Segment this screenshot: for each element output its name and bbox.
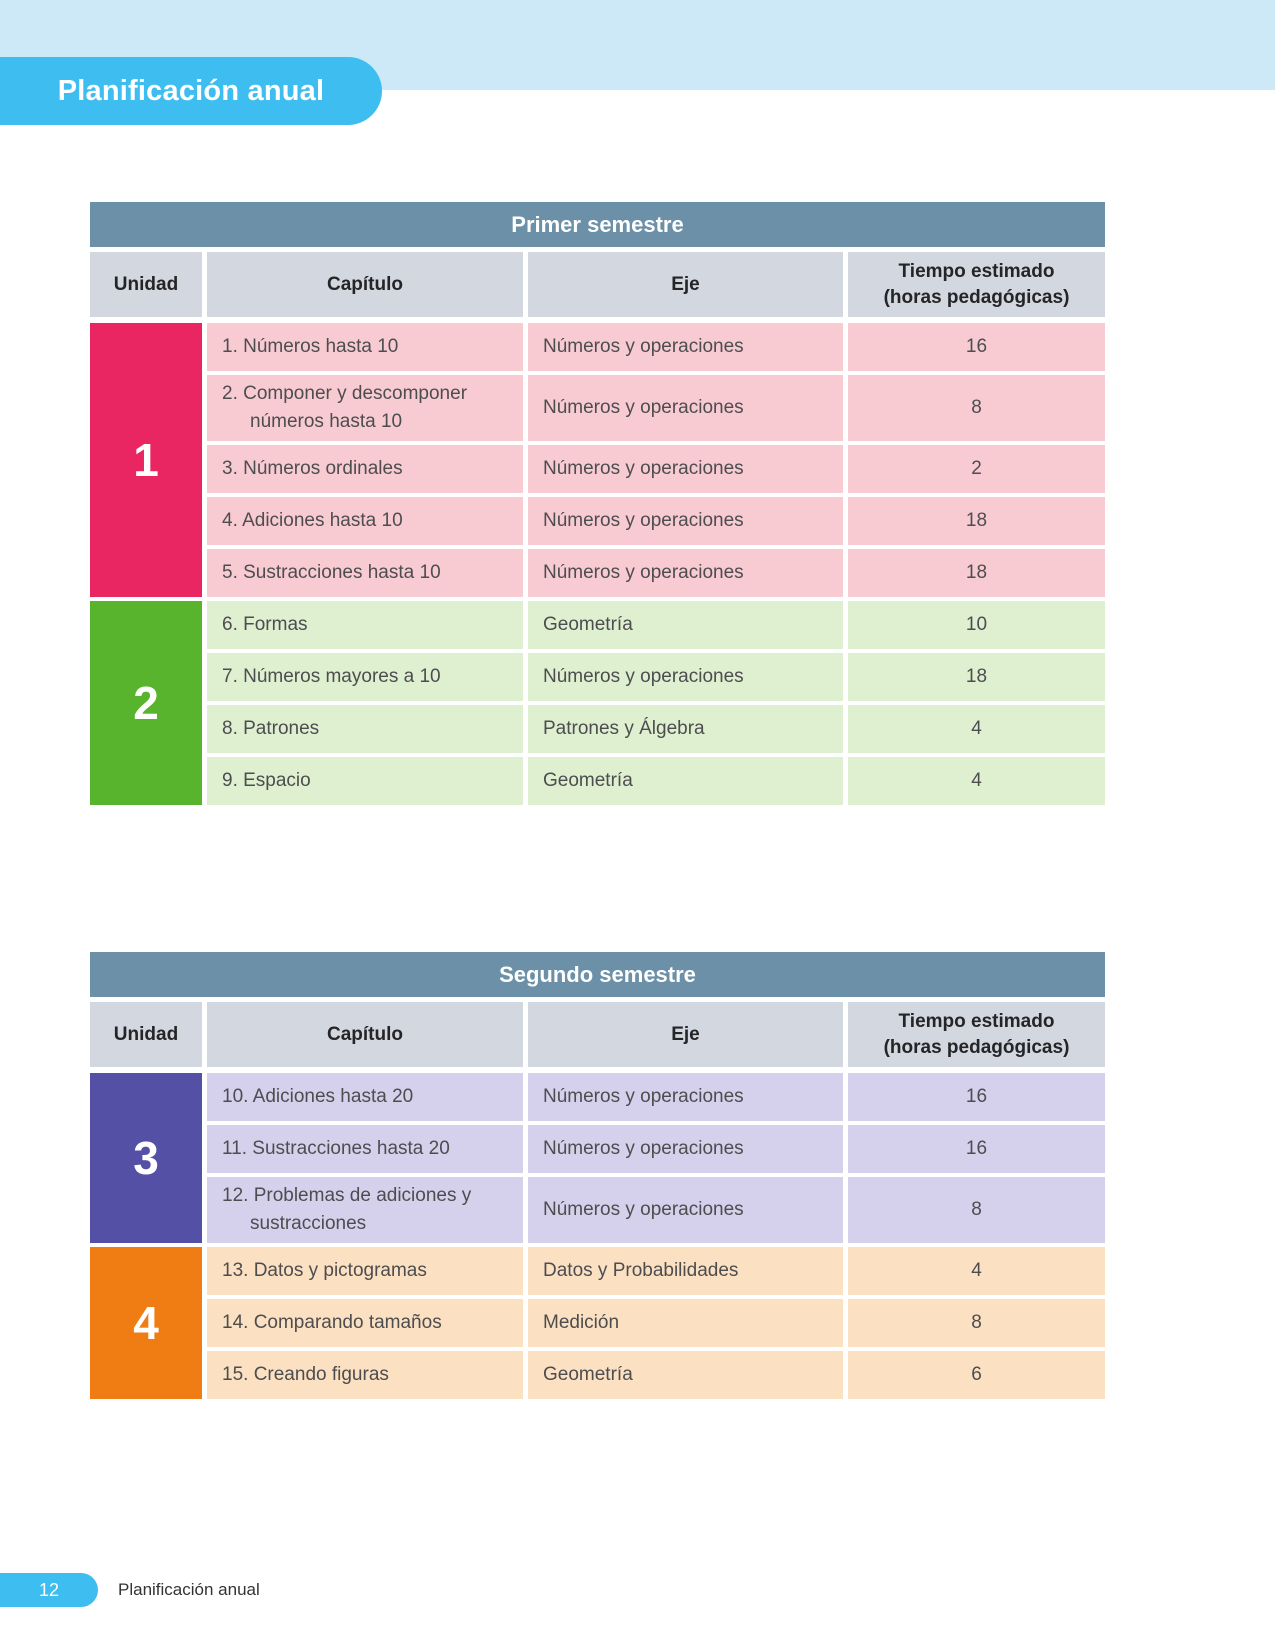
- tiempo-cell: 4: [848, 757, 1105, 805]
- unit-number-badge: 2: [90, 601, 202, 805]
- tiempo-cell: 16: [848, 323, 1105, 371]
- chapter-cell: 11. Sustracciones hasta 20: [207, 1125, 523, 1173]
- table-title: Primer semestre: [511, 211, 684, 237]
- eje-cell: Datos y Probabilidades: [528, 1247, 843, 1295]
- page-title: Planificación anual: [57, 74, 325, 107]
- table-title-bar: [90, 202, 1105, 247]
- column-header-tiempo: Tiempo estimado (horas pedagógicas): [848, 252, 1105, 317]
- tiempo-cell: 10: [848, 601, 1105, 649]
- chapter-cell: 5. Sustracciones hasta 10: [207, 549, 523, 597]
- column-header-tiempo: Tiempo estimado (horas pedagógicas): [848, 1002, 1105, 1067]
- footer-label: Planificación anual: [118, 1580, 260, 1599]
- footer-page-number-pill: [0, 1573, 98, 1607]
- table-row: [207, 705, 1105, 753]
- column-header-unidad: Unidad: [90, 252, 202, 317]
- eje-cell: Números y operaciones: [528, 1177, 843, 1243]
- tiempo-cell: 16: [848, 1125, 1105, 1173]
- chapter-cell: 12. Problemas de adiciones y sustracciones: [207, 1177, 523, 1243]
- column-header-eje: Eje: [528, 252, 843, 317]
- unit-number-badge: 1: [90, 323, 202, 597]
- chapter-cell: 7. Números mayores a 10: [207, 653, 523, 701]
- eje-cell: Geometría: [528, 757, 843, 805]
- column-header-capitulo: Capítulo: [207, 1002, 523, 1067]
- tiempo-cell: 2: [848, 445, 1105, 493]
- table-row: [207, 549, 1105, 597]
- eje-cell: Números y operaciones: [528, 497, 843, 545]
- column-header-unidad: Unidad: [90, 1002, 202, 1067]
- tiempo-cell: 4: [848, 1247, 1105, 1295]
- table-row: [207, 1351, 1105, 1399]
- table-row: [207, 1247, 1105, 1295]
- chapter-cell: 2. Componer y descomponer números hasta 10: [207, 375, 523, 441]
- chapter-cell: 15. Creando figuras: [207, 1351, 523, 1399]
- column-header-capitulo: Capítulo: [207, 252, 523, 317]
- tiempo-cell: 18: [848, 549, 1105, 597]
- tiempo-cell: 16: [848, 1073, 1105, 1121]
- tiempo-cell: 4: [848, 705, 1105, 753]
- chapter-cell: 9. Espacio: [207, 757, 523, 805]
- tiempo-cell: 8: [848, 375, 1105, 441]
- chapter-cell: 10. Adiciones hasta 20: [207, 1073, 523, 1121]
- table-row: [207, 323, 1105, 371]
- chapter-cell: 14. Comparando tamaños: [207, 1299, 523, 1347]
- tiempo-cell: 6: [848, 1351, 1105, 1399]
- table-row: [207, 375, 1105, 441]
- eje-cell: Geometría: [528, 1351, 843, 1399]
- table-row: [207, 601, 1105, 649]
- unit-group-4: [90, 1247, 1105, 1399]
- unit-group-3: [90, 1073, 1105, 1243]
- chapter-cell: 1. Números hasta 10: [207, 323, 523, 371]
- table-row: [207, 445, 1105, 493]
- page-footer: [0, 1573, 260, 1607]
- table-row: [207, 757, 1105, 805]
- chapter-cell: 3. Números ordinales: [207, 445, 523, 493]
- eje-cell: Números y operaciones: [528, 549, 843, 597]
- table-primer-semestre: [90, 202, 1105, 809]
- table-row: [207, 497, 1105, 545]
- table-title-bar: [90, 952, 1105, 997]
- eje-cell: Medición: [528, 1299, 843, 1347]
- chapter-cell: 8. Patrones: [207, 705, 523, 753]
- table-row: [207, 1299, 1105, 1347]
- tiempo-cell: 8: [848, 1299, 1105, 1347]
- eje-cell: Números y operaciones: [528, 445, 843, 493]
- eje-cell: Números y operaciones: [528, 323, 843, 371]
- unit-number-badge: 4: [90, 1247, 202, 1399]
- column-header-eje: Eje: [528, 1002, 843, 1067]
- tiempo-cell: 18: [848, 497, 1105, 545]
- table-row: [207, 1073, 1105, 1121]
- chapter-cell: 4. Adiciones hasta 10: [207, 497, 523, 545]
- footer-page-number: 12: [38, 1579, 60, 1600]
- table-row: [207, 1125, 1105, 1173]
- unit-group-2: [90, 601, 1105, 805]
- table-row: [207, 653, 1105, 701]
- chapter-cell: 13. Datos y pictogramas: [207, 1247, 523, 1295]
- table-segundo-semestre: [90, 952, 1105, 1403]
- tiempo-cell: 18: [848, 653, 1105, 701]
- eje-cell: Patrones y Álgebra: [528, 705, 843, 753]
- page-title-pill: [0, 57, 382, 125]
- column-header-row: [90, 1002, 1105, 1067]
- table-title: Segundo semestre: [499, 961, 696, 987]
- eje-cell: Geometría: [528, 601, 843, 649]
- unit-number-badge: 3: [90, 1073, 202, 1243]
- tiempo-cell: 8: [848, 1177, 1105, 1243]
- table-row: [207, 1177, 1105, 1243]
- eje-cell: Números y operaciones: [528, 1073, 843, 1121]
- unit-group-1: [90, 323, 1105, 597]
- eje-cell: Números y operaciones: [528, 375, 843, 441]
- eje-cell: Números y operaciones: [528, 653, 843, 701]
- chapter-cell: 6. Formas: [207, 601, 523, 649]
- column-header-row: [90, 252, 1105, 317]
- eje-cell: Números y operaciones: [528, 1125, 843, 1173]
